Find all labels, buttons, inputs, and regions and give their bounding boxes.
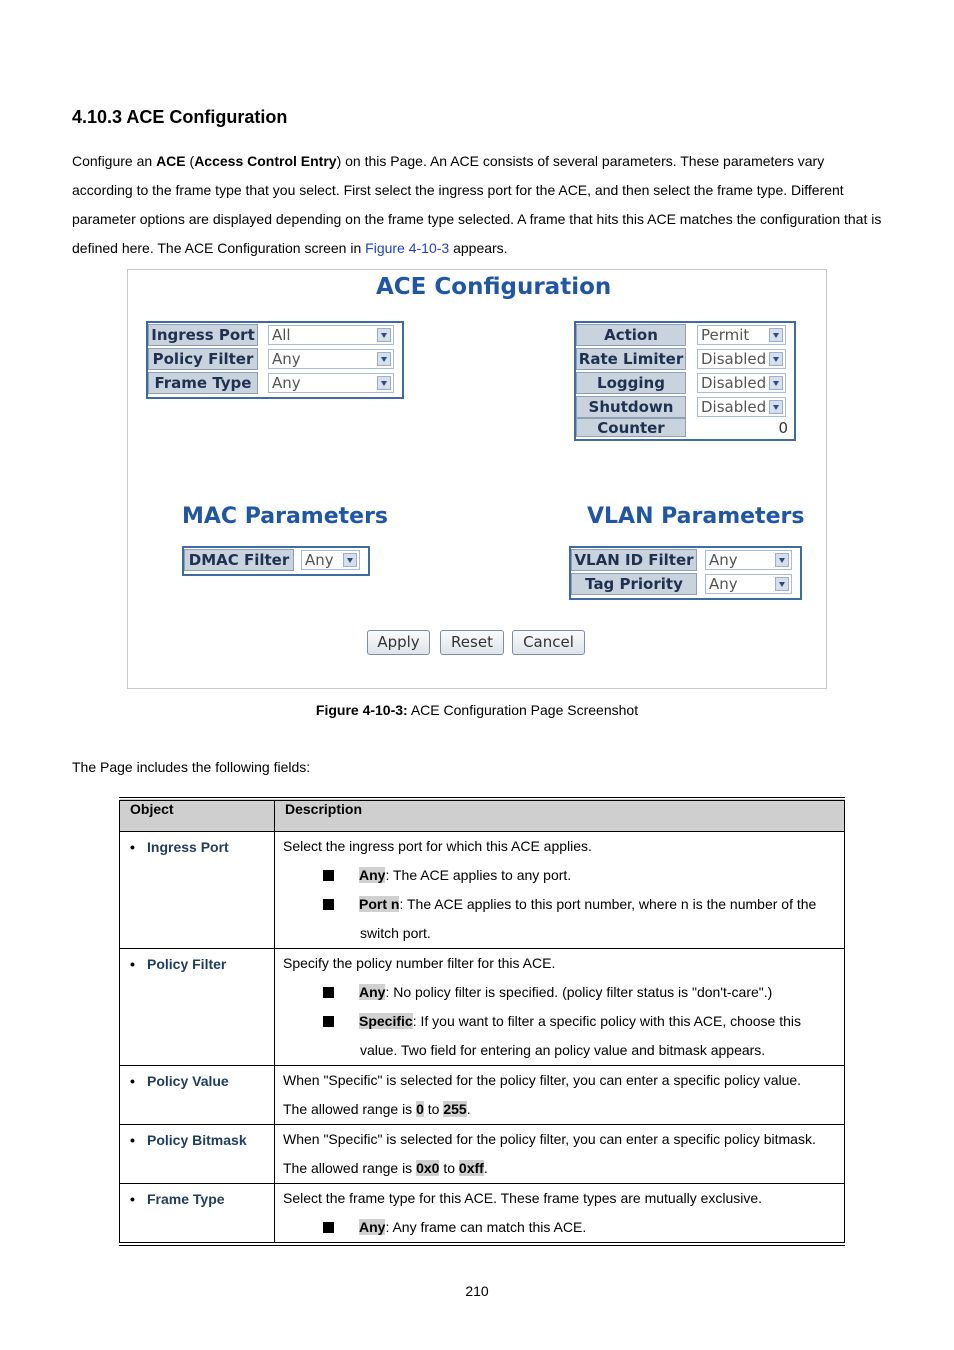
tag-priority-value: Any [709, 575, 738, 593]
chevron-down-icon [377, 352, 391, 366]
table-row [120, 832, 845, 949]
tag-priority-label: Tag Priority [571, 573, 697, 595]
description-line: When "Specific" is selected for the policy filter, you can enter a specific policy bitmask. [283, 1131, 816, 1147]
item-text: : Any frame can match this ACE. [385, 1219, 587, 1235]
vlan-param-table [569, 546, 802, 600]
table-header-row [120, 799, 845, 832]
apply-button[interactable]: Apply [367, 630, 430, 655]
range-line [283, 1154, 834, 1183]
object-name: Frame Type [147, 1191, 225, 1207]
chevron-down-icon [377, 328, 391, 342]
range-min: 0x0 [416, 1160, 440, 1176]
range-text: to [423, 1101, 444, 1117]
description-cell [275, 1066, 845, 1125]
description-cell [275, 1184, 845, 1245]
dmac-filter-select[interactable] [301, 550, 360, 570]
action-select[interactable] [697, 325, 786, 345]
range-min: 0 [416, 1101, 424, 1117]
square-bullet-icon [323, 1016, 334, 1027]
page-number: 210 [465, 1283, 489, 1299]
tag-priority-select[interactable] [705, 574, 792, 594]
intro-paragraph [72, 147, 882, 263]
intro-ace: ACE [156, 153, 186, 169]
policy-filter-select[interactable] [268, 349, 394, 369]
chevron-down-icon [775, 577, 789, 591]
action-value: Permit [701, 326, 750, 344]
chevron-down-icon [377, 376, 391, 390]
table-row [120, 949, 845, 1066]
vlan-id-filter-value: Any [709, 551, 738, 569]
policy-filter-value: Any [272, 350, 301, 368]
policy-filter-label: Policy Filter [148, 348, 258, 370]
description-intro: Specify the policy number filter for this ACE. [283, 955, 556, 971]
range-text: . [483, 1160, 488, 1176]
object-cell [120, 1125, 275, 1184]
item-key: Any [359, 867, 386, 883]
fields-intro: The Page includes the following fields: [72, 759, 311, 775]
table-row [120, 1125, 845, 1184]
chevron-down-icon [343, 553, 357, 567]
item-key: Any [359, 984, 386, 1000]
description-intro: Select the frame type for this ACE. These frame types are mutually exclusive. [283, 1190, 763, 1206]
list-item [283, 890, 834, 919]
shutdown-select[interactable] [697, 397, 786, 417]
chevron-down-icon [769, 400, 783, 414]
rate-limiter-label: Rate Limiter [576, 348, 686, 370]
ingress-port-select[interactable] [268, 325, 394, 345]
description-cell [275, 949, 845, 1066]
range-text: The allowed range is [283, 1101, 417, 1117]
vlan-id-filter-select[interactable] [705, 550, 792, 570]
item-text: : The ACE applies to any port. [385, 867, 572, 883]
chevron-down-icon [775, 553, 789, 567]
intro-ace-full: Access Control Entry [194, 153, 337, 169]
dmac-filter-label: DMAC Filter [184, 549, 294, 571]
object-name: Policy Value [147, 1073, 229, 1089]
caption-label: Figure 4-10-3: [315, 702, 408, 718]
logging-value: Disabled [701, 374, 767, 392]
header-object: Object [120, 799, 275, 832]
rate-limiter-select[interactable] [697, 349, 786, 369]
table-row [120, 1066, 845, 1125]
shutdown-value: Disabled [701, 398, 767, 416]
vlan-parameters-title: VLAN Parameters [587, 504, 805, 529]
reset-button[interactable]: Reset [440, 630, 504, 655]
counter-label: Counter [576, 418, 686, 437]
action-label: Action [576, 324, 686, 346]
chevron-down-icon [769, 328, 783, 342]
square-bullet-icon [323, 987, 334, 998]
description-cell [275, 832, 845, 949]
section-heading: 4.10.3 ACE Configuration [72, 107, 288, 127]
mac-parameters-title: MAC Parameters [182, 504, 389, 529]
object-cell [120, 949, 275, 1066]
figure-caption [0, 702, 954, 718]
item-text: : The ACE applies to this port number, where n is the number of the [399, 896, 817, 912]
item-text: : No policy filter is specified. (policy filter status is "don't-care".) [385, 984, 773, 1000]
frame-type-value: Any [272, 374, 301, 392]
list-item [283, 861, 834, 890]
square-bullet-icon [323, 870, 334, 881]
bullet-icon: • [130, 839, 135, 855]
caption-text: ACE Configuration Page Screenshot [407, 702, 639, 718]
chevron-down-icon [769, 376, 783, 390]
item-key: Specific [359, 1013, 413, 1029]
list-item [283, 1007, 834, 1036]
item-text: : If you want to filter a specific policy with this ACE, choose this [412, 1013, 801, 1029]
counter-value: 0 [778, 419, 788, 437]
vlan-id-filter-label: VLAN ID Filter [571, 549, 697, 571]
object-cell [120, 1184, 275, 1245]
rate-limiter-value: Disabled [701, 350, 767, 368]
left-config-table [146, 321, 404, 399]
logging-label: Logging [576, 372, 686, 394]
range-line [283, 1095, 834, 1124]
logging-select[interactable] [697, 373, 786, 393]
item-continuation: switch port. [360, 925, 431, 941]
screenshot-title: ACE Configuration [376, 274, 612, 300]
table-row [120, 1184, 845, 1245]
chevron-down-icon [769, 352, 783, 366]
figure-link[interactable]: Figure 4-10-3 [365, 240, 450, 256]
object-name: Policy Bitmask [147, 1132, 247, 1148]
list-item [283, 978, 834, 1007]
range-max: 0xff [458, 1160, 484, 1176]
intro-text: appears. [449, 240, 508, 256]
object-cell [120, 832, 275, 949]
range-text: The allowed range is [283, 1160, 417, 1176]
right-config-table [574, 321, 796, 441]
range-text: . [466, 1101, 471, 1117]
dmac-filter-value: Any [305, 551, 334, 569]
ace-config-screenshot [127, 269, 827, 689]
description-intro: Select the ingress port for which this ACE applies. [283, 838, 592, 854]
description-line: When "Specific" is selected for the policy filter, you can enter a specific policy value. [283, 1072, 802, 1088]
bullet-icon: • [130, 1073, 135, 1089]
description-cell [275, 1125, 845, 1184]
object-name: Policy Filter [147, 956, 227, 972]
intro-text: ( [185, 153, 195, 169]
list-item [283, 1213, 834, 1242]
item-continuation: value. Two field for entering an policy value and bitmask appears. [360, 1042, 766, 1058]
range-max: 255 [443, 1101, 467, 1117]
bullet-icon: • [130, 1132, 135, 1148]
ingress-port-label: Ingress Port [148, 324, 258, 346]
range-text: to [439, 1160, 459, 1176]
intro-text: Configure an [72, 153, 157, 169]
shutdown-label: Shutdown [576, 396, 686, 418]
bullet-icon: • [130, 1191, 135, 1207]
header-description: Description [275, 799, 845, 832]
item-key: Any [359, 1219, 386, 1235]
cancel-button[interactable]: Cancel [512, 630, 585, 655]
frame-type-select[interactable] [268, 373, 394, 393]
frame-type-label: Frame Type [148, 372, 258, 394]
object-name: Ingress Port [147, 839, 229, 855]
bullet-icon: • [130, 956, 135, 972]
ingress-port-value: All [272, 326, 291, 344]
intro-text: ) on this Page. An ACE consists of several parameters. These parameters vary according to the frame type that you select. First select the ingress port for the ACE, and then select the frame type. Different parameter options are displayed depending on the frame type selected. A frame that hits this ACE matches the configuration that is defined here. The ACE Configuration screen in [72, 153, 882, 256]
square-bullet-icon [323, 899, 334, 910]
object-cell [120, 1066, 275, 1125]
fields-table [119, 797, 845, 1246]
square-bullet-icon [323, 1222, 334, 1233]
mac-param-table [182, 546, 370, 576]
item-key: Port n [359, 896, 400, 912]
